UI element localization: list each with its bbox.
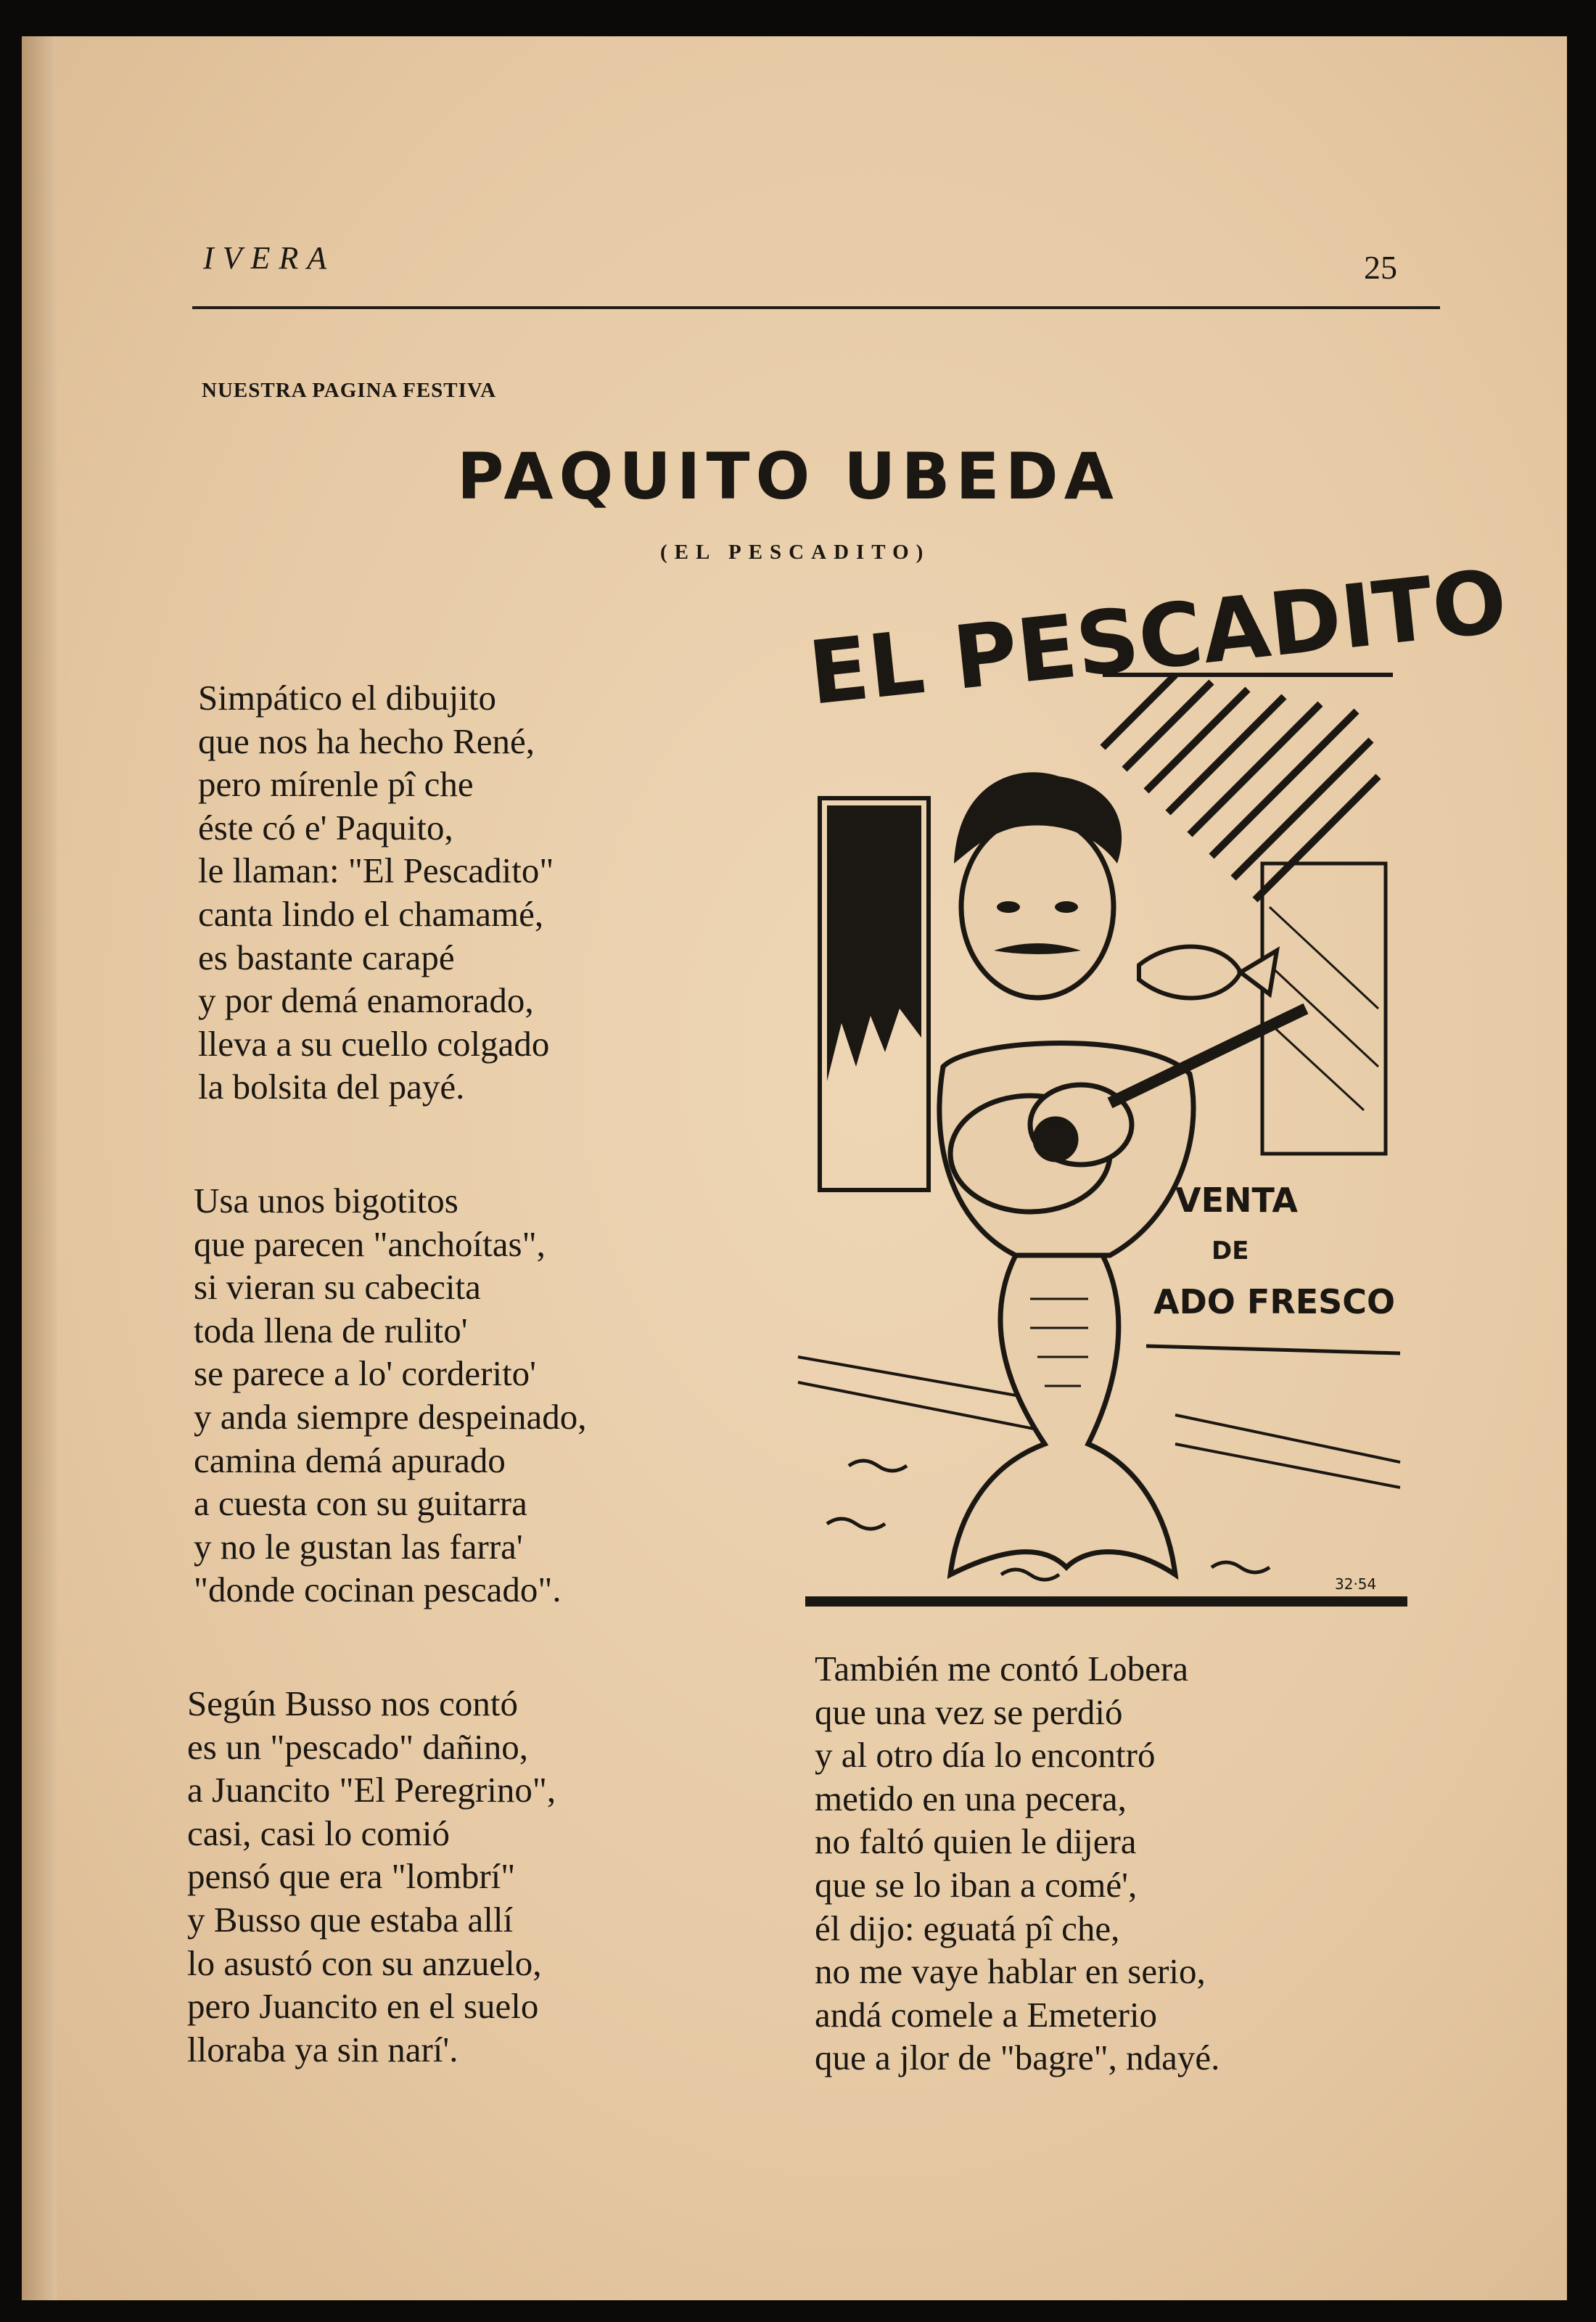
sign-line-1: VENTA bbox=[1175, 1181, 1298, 1220]
stanza-1 bbox=[198, 676, 554, 1109]
verse-line: canta lindo el chamamé, bbox=[198, 893, 544, 934]
verse-line: no me vaye hablar en serio, bbox=[815, 1951, 1206, 1992]
fish-tail bbox=[950, 1255, 1175, 1575]
verse-line: él dijo: eguatá pî che, bbox=[815, 1908, 1120, 1948]
verse-line: metido en una pecera, bbox=[815, 1778, 1127, 1818]
verse-line: la bolsita del payé. bbox=[198, 1067, 465, 1107]
running-header-title: IVERA bbox=[203, 240, 336, 276]
verse-line: "donde cocinan pescado". bbox=[194, 1570, 562, 1610]
awning bbox=[1103, 675, 1378, 900]
verse-line: casi, casi lo comió bbox=[187, 1813, 450, 1853]
stanza-4 bbox=[815, 1647, 1219, 2080]
face bbox=[961, 816, 1114, 998]
verse-line: a cuesta con su guitarra bbox=[194, 1483, 527, 1524]
verse-line: que se lo iban a comé', bbox=[815, 1864, 1138, 1905]
verse-line: que parecen "anchoítas", bbox=[194, 1223, 546, 1264]
caricature-illustration bbox=[798, 551, 1512, 1615]
verse-line: y por demá enamorado, bbox=[198, 980, 534, 1021]
verse-line: éste có e' Paquito, bbox=[198, 807, 453, 848]
shop-window bbox=[1262, 863, 1386, 1154]
verse-line: pero Juancito en el suelo bbox=[187, 1986, 539, 2027]
shop-sign bbox=[1153, 1181, 1395, 1321]
sign-underline bbox=[1146, 1346, 1400, 1353]
verse-line: andá comele a Emeterio bbox=[815, 1994, 1158, 2035]
sign-line-3: ADO FRESCO bbox=[1153, 1282, 1396, 1321]
verse-line: y anda siempre despeinado, bbox=[194, 1396, 587, 1437]
verse-line: lleva a su cuello colgado bbox=[198, 1023, 550, 1064]
fish-icon bbox=[1139, 947, 1241, 998]
verse-line: se parece a lo' corderito' bbox=[194, 1353, 537, 1394]
verse-line: es un "pescado" dañino, bbox=[187, 1726, 528, 1767]
verse-line: a Juancito "El Peregrino", bbox=[187, 1770, 556, 1810]
verse-line: lloraba ya sin narí'. bbox=[187, 2029, 458, 2069]
verse-line: que una vez se perdió bbox=[815, 1691, 1123, 1732]
verse-line: no faltó quien le dijera bbox=[815, 1821, 1137, 1862]
verse-line: Usa unos bigotitos bbox=[194, 1181, 458, 1221]
verse-line: toda llena de rulito' bbox=[194, 1310, 468, 1350]
verse-line: y no le gustan las farra' bbox=[194, 1526, 523, 1567]
curtain bbox=[827, 805, 921, 1081]
stanza-3 bbox=[187, 1682, 556, 2071]
caricature-drawing bbox=[798, 551, 1512, 1615]
verse-line: le llaman: "El Pescadito" bbox=[198, 850, 554, 891]
verse-line: lo asustó con su anzuelo, bbox=[187, 1942, 542, 1983]
stanza-2 bbox=[194, 1179, 587, 1612]
illustration-rule bbox=[805, 1596, 1407, 1607]
verse-line: y al otro día lo encontró bbox=[815, 1735, 1156, 1776]
illustration-caption: EL PESCADITO bbox=[804, 551, 1512, 725]
verse-line: y Busso que estaba allí bbox=[187, 1899, 514, 1940]
verse-line: que a jlor de "bagre", ndayé. bbox=[815, 2038, 1220, 2078]
article-subtitle: (EL PESCADITO) bbox=[660, 541, 931, 564]
verse-line: si vieran su cabecita bbox=[194, 1267, 481, 1308]
section-label: NUESTRA PAGINA FESTIVA bbox=[202, 379, 497, 402]
sign-line-2: DE bbox=[1212, 1236, 1249, 1265]
verse-line: camina demá apurado bbox=[194, 1440, 506, 1480]
article-title: PAQUITO UBEDA bbox=[457, 439, 1119, 514]
verse-line: que nos ha hecho René, bbox=[198, 721, 535, 761]
verse-line: pensó que era "lombrí" bbox=[187, 1856, 516, 1897]
header-rule bbox=[192, 306, 1440, 309]
magazine-page bbox=[22, 36, 1567, 2300]
verse-line: pero mírenle pî che bbox=[198, 764, 474, 805]
verse-line: es bastante carapé bbox=[198, 937, 455, 977]
verse-line: Simpático el dibujito bbox=[198, 678, 497, 718]
binding-edge bbox=[22, 36, 57, 2300]
fish-fin bbox=[1241, 951, 1277, 994]
page-number: 25 bbox=[1364, 249, 1397, 286]
verse-line: También me contó Lobera bbox=[815, 1649, 1188, 1689]
verse-line: Según Busso nos contó bbox=[187, 1683, 519, 1723]
artist-signature: 32·54 bbox=[1335, 1575, 1377, 1593]
